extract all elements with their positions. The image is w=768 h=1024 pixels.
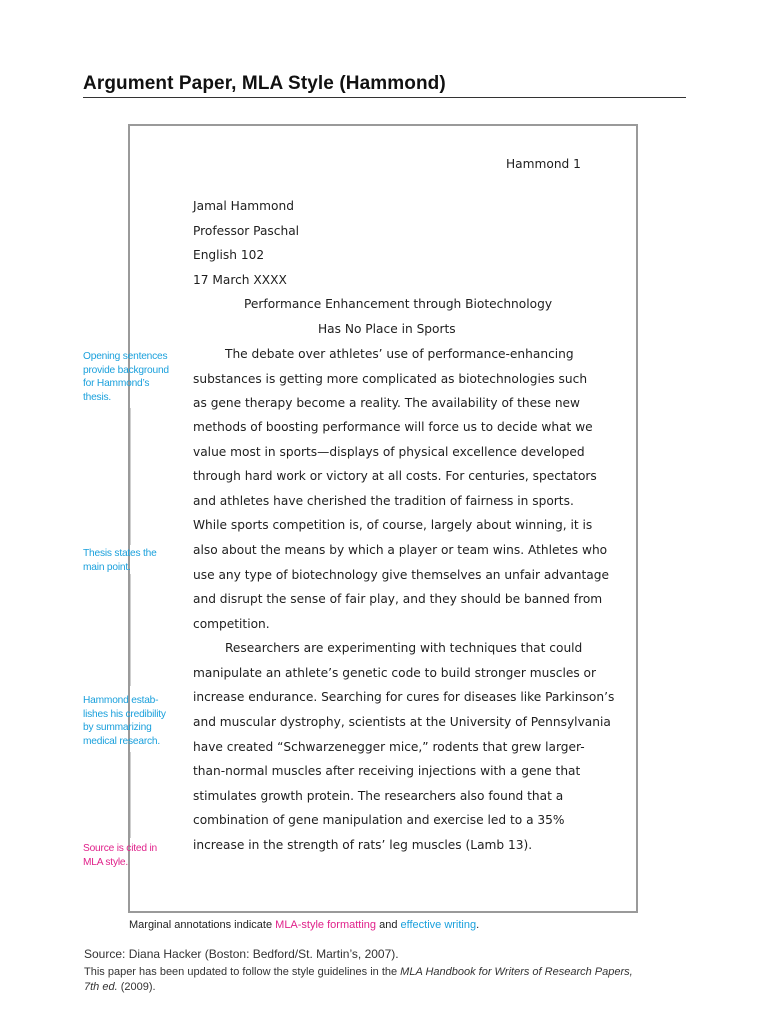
body-line: Researchers are experimenting with techniques that could	[225, 641, 583, 655]
source-credit: Source: Diana Hacker (Boston: Bedford/St. Martin’s, 2007).	[84, 947, 399, 961]
body-line: and athletes have cherished the tradition of fairness in sports.	[193, 494, 574, 508]
header-course: English 102	[193, 248, 265, 262]
annotation-leader-line	[130, 574, 131, 686]
body-line: through hard work or victory at all costs. For centuries, spectators	[193, 469, 597, 483]
heading-rule	[83, 97, 686, 98]
margin-note-background: Opening sentences provide background for Hammond’s thesis.	[83, 351, 169, 404]
running-head: Hammond 1	[506, 157, 581, 171]
body-line: While sports competition is, of course, largely about winning, it is	[193, 518, 593, 532]
body-line: manipulate an athlete’s genetic code to build stronger muscles or	[193, 666, 597, 680]
body-line: as gene therapy become a reality. The availability of these new	[193, 396, 581, 410]
caption-effective-writing: effective writing	[400, 919, 477, 931]
header-author: Jamal Hammond	[193, 199, 294, 213]
annotation-caption: Marginal annotations indicate MLA-style formatting and effective writing.	[129, 919, 480, 931]
body-line: competition.	[193, 617, 270, 631]
body-line: methods of boosting performance will force us to decide what we	[193, 420, 593, 434]
annotation-leader-line	[130, 752, 131, 838]
body-line: The debate over athletes’ use of performance-enhancing	[225, 347, 574, 361]
body-line: value most in sports—displays of physical excellence developed	[193, 445, 585, 459]
margin-note-thesis: Thesis states the main point.	[83, 548, 157, 573]
body-line: combination of gene manipulation and exercise led to a 35%	[193, 813, 565, 827]
body-line: and disrupt the sense of fair play, and they should be banned from	[193, 592, 603, 606]
page-heading: Argument Paper, MLA Style (Hammond)	[83, 73, 446, 94]
header-date: 17 March XXXX	[193, 273, 287, 287]
margin-note-citation: Source is cited in MLA style.	[83, 843, 157, 868]
body-line: and muscular dystrophy, scientists at the University of Pennsylvania	[193, 715, 611, 729]
margin-note-credibility: Hammond estab- lishes his credibility by summarizing medical research.	[83, 695, 166, 748]
paper-title-line-1: Performance Enhancement through Biotechnology	[244, 297, 553, 311]
body-line: substances is getting more complicated as biotechnologies such	[193, 372, 588, 386]
body-line: have created “Schwarzenegger mice,” rodents that grew larger-	[193, 740, 585, 754]
body-line: also about the means by which a player or team wins. Athletes who	[193, 543, 608, 557]
annotation-leader-line	[130, 408, 131, 545]
body-line: increase endurance. Searching for cures for diseases like Parkinson’s	[193, 690, 615, 704]
update-note: This paper has been updated to follow the style guidelines in the MLA Handbook for Writers of Research Papers, 7th ed. (2009).	[84, 966, 633, 993]
caption-mla-formatting: MLA-style formatting	[275, 919, 377, 931]
body-line: than-normal muscles after receiving injections with a gene that	[193, 764, 581, 778]
paper-title-line-2: Has No Place in Sports	[318, 322, 456, 336]
header-instructor: Professor Paschal	[193, 224, 300, 238]
body-line: use any type of biotechnology give themselves an unfair advantage	[193, 568, 609, 582]
body-line: increase in the strength of rats’ leg muscles (Lamb 13).	[193, 838, 533, 852]
body-line: stimulates growth protein. The researchers also found that a	[193, 789, 564, 803]
